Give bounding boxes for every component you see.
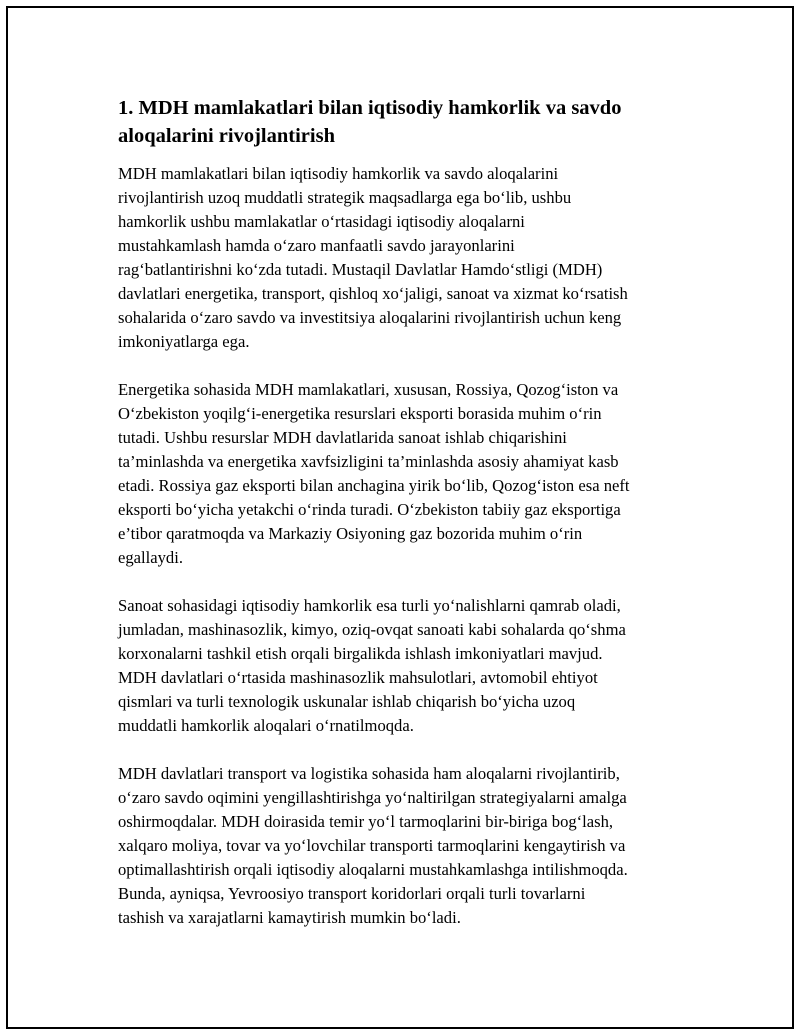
text-line: O‘zbekiston yoqilg‘i-energetika resurslari eksporti borasida muhim o‘rin (118, 404, 602, 423)
text-line: mustahkamlash hamda o‘zaro manfaatli savdo jarayonlarini (118, 236, 515, 255)
paragraph-intro (118, 162, 684, 354)
paragraph-energy (118, 378, 684, 570)
text-line: qismlari va turli texnologik uskunalar ishlab chiqarish bo‘yicha uzoq (118, 692, 576, 711)
text-line: sohalarida o‘zaro savdo va investitsiya aloqalarini rivojlantirish uchun keng (118, 308, 622, 327)
text-line: tashish va xarajatlarni kamaytirish mumkin bo‘ladi. (118, 908, 461, 927)
document-body (118, 94, 684, 954)
heading-line: 1. MDH mamlakatlari bilan iqtisodiy hamkorlik va savdo (118, 97, 622, 119)
heading-line: aloqalarini rivojlantirish (118, 125, 335, 147)
text-line: eksporti bo‘yicha yetakchi o‘rinda turadi. O‘zbekiston tabiiy gaz eksportiga (118, 500, 621, 519)
text-line: rag‘batlantirishni ko‘zda tutadi. Mustaqil Davlatlar Hamdo‘stligi (MDH) (118, 260, 603, 279)
text-line: Bunda, ayniqsa, Yevroosiyo transport koridorlari orqali turli tovarlarni (118, 884, 586, 903)
text-line: MDH davlatlari transport va logistika sohasida ham aloqalarni rivojlantirib, (118, 764, 620, 783)
text-line: egallaydi. (118, 548, 183, 567)
text-line: hamkorlik ushbu mamlakatlar o‘rtasidagi iqtisodiy aloqalarni (118, 212, 525, 231)
text-line: oshirmoqdalar. MDH doirasida temir yo‘l tarmoqlarini bir-biriga bog‘lash, (118, 812, 614, 831)
paragraph-industry (118, 594, 684, 738)
text-line: tutadi. Ushbu resurslar MDH davlatlarida sanoat ishlab chiqarishini (118, 428, 567, 447)
section-heading (118, 94, 684, 150)
text-line: korxonalarni tashkil etish orqali birgalikda ishlash imkoniyatlari mavjud. (118, 644, 603, 663)
text-line: ta’minlashda va energetika xavfsizligini ta’minlashda asosiy ahamiyat kasb (118, 452, 619, 471)
text-line: xalqaro moliya, tovar va yo‘lovchilar transporti tarmoqlarini kengaytirish va (118, 836, 626, 855)
text-line: muddatli hamkorlik aloqalari o‘rnatilmoqda. (118, 716, 414, 735)
text-line: e’tibor qaratmoqda va Markaziy Osiyoning gaz bozorida muhim o‘rin (118, 524, 583, 543)
text-line: MDH mamlakatlari bilan iqtisodiy hamkorlik va savdo aloqalarini (118, 164, 559, 183)
text-line: MDH davlatlari o‘rtasida mashinasozlik mahsulotlari, avtomobil ehtiyot (118, 668, 598, 687)
text-line: Sanoat sohasidagi iqtisodiy hamkorlik esa turli yo‘nalishlarni qamrab oladi, (118, 596, 621, 615)
text-line: optimallashtirish orqali iqtisodiy aloqalarni mustahkamlashga intilishmoqda. (118, 860, 628, 879)
text-line: jumladan, mashinasozlik, kimyo, oziq-ovqat sanoati kabi sohalarda qo‘shma (118, 620, 626, 639)
text-line: etadi. Rossiya gaz eksporti bilan anchagina yirik bo‘lib, Qozog‘iston esa neft (118, 476, 630, 495)
paragraph-transport (118, 762, 684, 930)
text-line: imkoniyatlarga ega. (118, 332, 250, 351)
text-line: o‘zaro savdo oqimini yengillashtirishga yo‘naltirilgan strategiyalarni amalga (118, 788, 627, 807)
text-line: Energetika sohasida MDH mamlakatlari, xususan, Rossiya, Qozog‘iston va (118, 380, 619, 399)
text-line: davlatlari energetika, transport, qishloq xo‘jaligi, sanoat va xizmat ko‘rsatish (118, 284, 628, 303)
text-line: rivojlantirish uzoq muddatli strategik maqsadlarga ega bo‘lib, ushbu (118, 188, 572, 207)
